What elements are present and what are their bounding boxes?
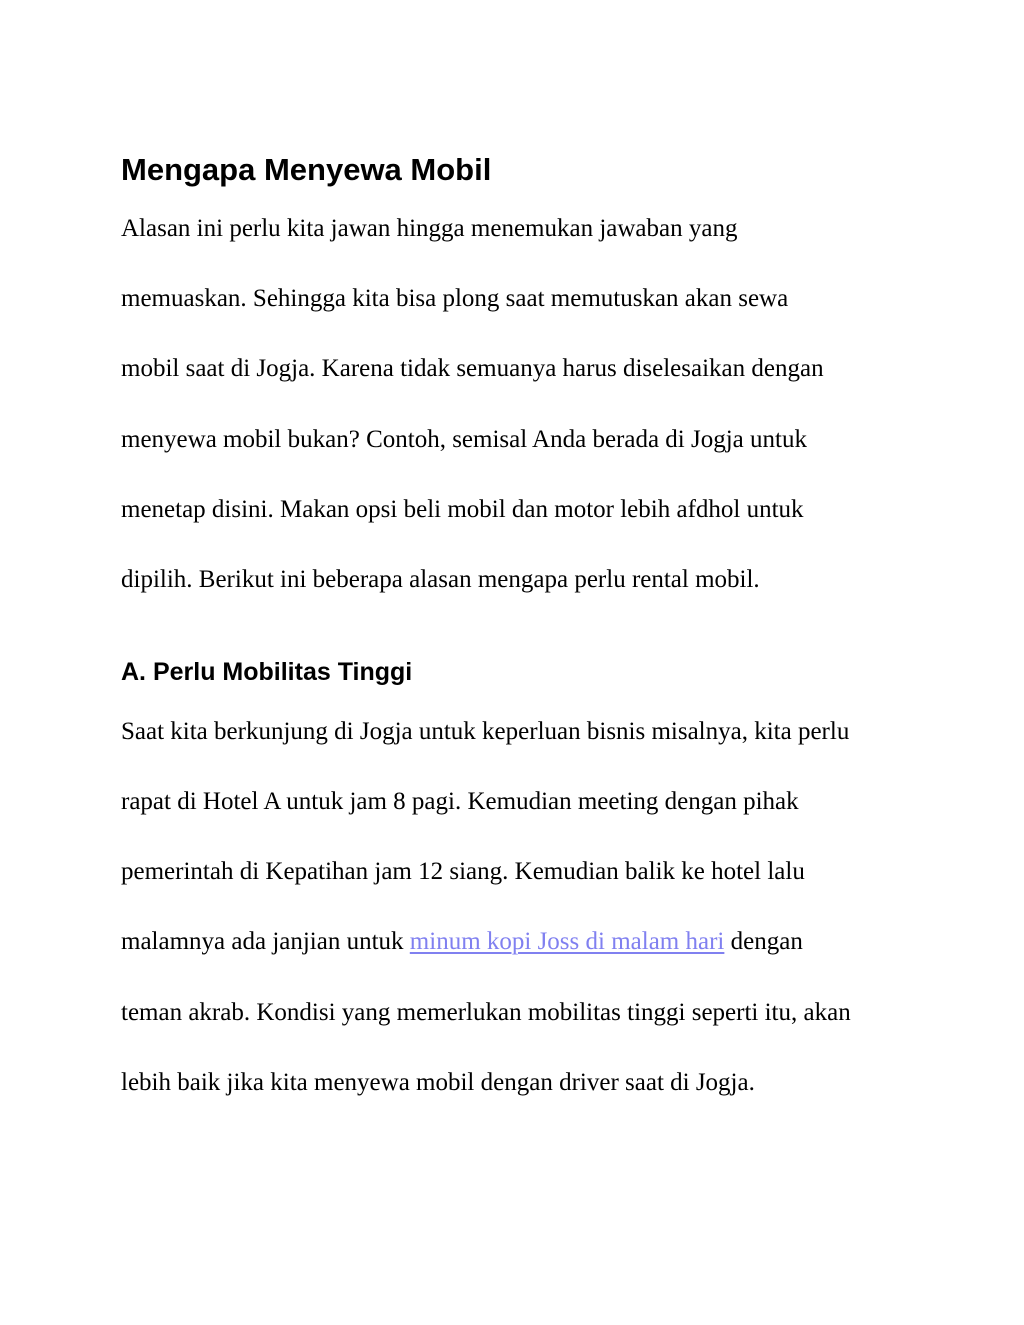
paragraph1-line: menyewa mobil bukan? Contoh, semisal Anda berada di Jogja untuk [121, 426, 807, 453]
paragraph2-line: teman akrab. Kondisi yang memerlukan mobilitas tinggi seperti itu, akan [121, 999, 851, 1026]
line-text: dengan [724, 928, 803, 955]
paragraph1-line: Alasan ini perlu kita jawan hingga menemukan jawaban yang [121, 215, 738, 242]
paragraph1-line: dipilih. Berikut ini beberapa alasan mengapa perlu rental mobil. [121, 566, 760, 593]
paragraph1-line: menetap disini. Makan opsi beli mobil dan motor lebih afdhol untuk [121, 496, 804, 523]
paragraph2-line: rapat di Hotel A untuk jam 8 pagi. Kemudian meeting dengan pihak [121, 788, 799, 815]
paragraph2-line: Saat kita berkunjung di Jogja untuk keperluan bisnis misalnya, kita perlu [121, 718, 850, 745]
paragraph2-line [121, 927, 803, 957]
paragraph1-line: mobil saat di Jogja. Karena tidak semuanya harus diselesaikan dengan [121, 355, 824, 382]
kopi-joss-link[interactable]: minum kopi Joss di malam hari [409, 928, 725, 955]
line-text: malamnya ada janjian untuk [121, 928, 410, 955]
heading-perlu-mobilitas-tinggi: A. Perlu Mobilitas Tinggi [121, 658, 413, 686]
paragraph1-line: memuaskan. Sehingga kita bisa plong saat memutuskan akan sewa [121, 285, 789, 312]
paragraph2-line: pemerintah di Kepatihan jam 12 siang. Kemudian balik ke hotel lalu [121, 858, 805, 885]
heading-mengapa-menyewa-mobil: Mengapa Menyewa Mobil [121, 152, 492, 187]
paragraph2-line: lebih baik jika kita menyewa mobil dengan driver saat di Jogja. [121, 1069, 755, 1096]
